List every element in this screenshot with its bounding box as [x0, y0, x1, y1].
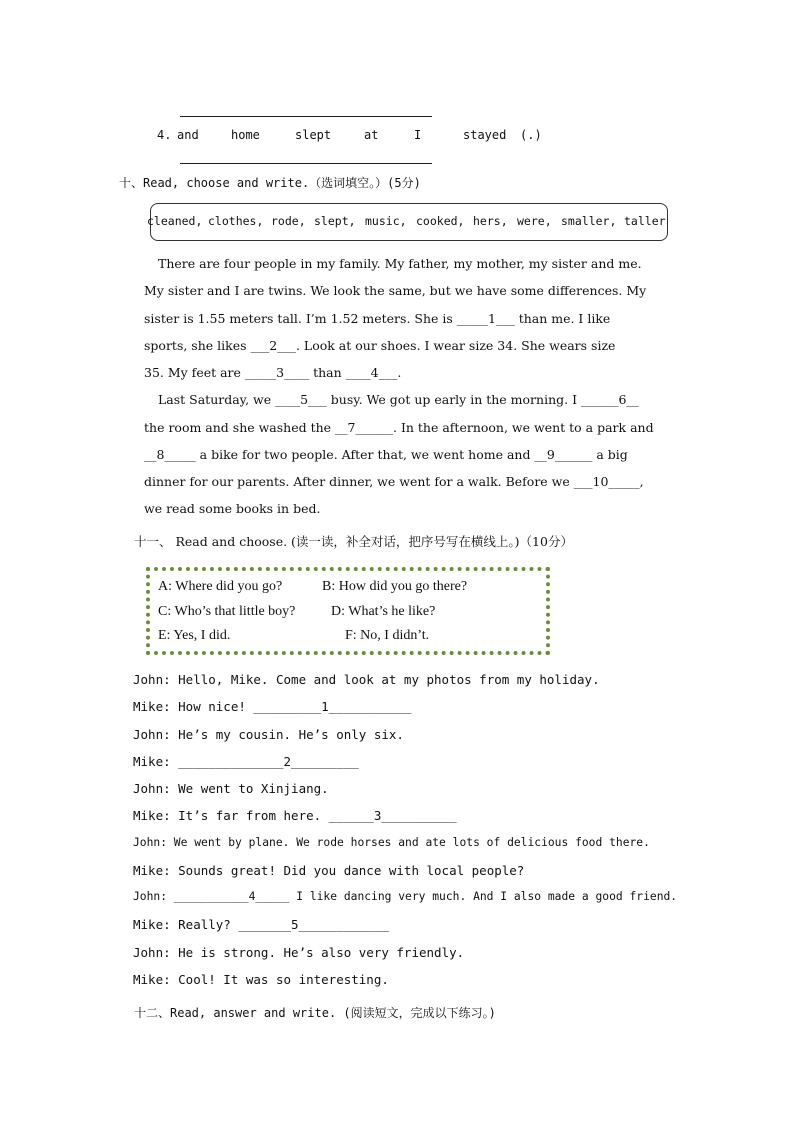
word-bank-item: slept, — [314, 214, 356, 228]
q4-word: (.) — [520, 128, 542, 142]
answer-line-top — [180, 116, 432, 117]
q4-word: slept — [295, 128, 332, 142]
dialogue-line: John: Hello, Mike. Come and look at my photos from my holiday. — [133, 672, 600, 687]
option-e: E: Yes, I did. — [158, 628, 231, 643]
word-bank-item: clothes, — [208, 214, 264, 228]
word-bank-item: rode, — [271, 214, 306, 228]
passage-line: sports, she likes ___2___. Look at our shoes. I wear size 34. She wears size — [144, 338, 616, 353]
word-bank-item: were, — [517, 214, 552, 228]
answer-line-bottom — [180, 163, 432, 164]
option-a: A: Where did you go? — [158, 579, 283, 594]
dialogue-line: Mike: ______________2_________ — [133, 754, 359, 769]
dialogue-line: John: He’s my cousin. He’s only six. — [133, 727, 404, 742]
q4-word: home — [231, 128, 260, 142]
passage-line: sister is 1.55 meters tall. I’m 1.52 meters. She is _____1___ than me. I like — [144, 311, 611, 326]
passage-line: My sister and I are twins. We look the same, but we have some differences. My — [144, 283, 647, 298]
q4-number: 4. — [157, 128, 172, 142]
word-bank-item: cooked, — [416, 214, 465, 228]
dialogue-line: Mike: Really? _______5____________ — [133, 917, 389, 932]
dialogue-line: Mike: Sounds great! Did you dance with local people? — [133, 863, 525, 878]
word-bank-item: smaller, — [561, 214, 617, 228]
options-box — [146, 567, 550, 655]
option-f: F: No, I didn’t. — [345, 628, 430, 643]
word-bank-item: taller — [624, 214, 666, 228]
option-d: D: What’s he like? — [331, 604, 436, 619]
passage-line: __8_____ a bike for two people. After that, we went home and __9______ a big — [144, 447, 628, 462]
passage-line: dinner for our parents. After dinner, we went for a walk. Before we ___10_____, — [144, 474, 644, 489]
dialogue-line: Mike: Cool! It was so interesting. — [133, 972, 389, 987]
word-bank-item: cleaned, — [147, 214, 203, 228]
section-12-heading: 十二、Read, answer and write. (阅读短文，完成以下练习。) — [134, 1006, 496, 1020]
passage-line: we read some books in bed. — [144, 501, 321, 516]
passage-line: There are four people in my family. My father, my mother, my sister and me. — [158, 256, 642, 271]
option-b: B: How did you go there? — [322, 579, 468, 594]
dialogue-line: John: We went to Xinjiang. — [133, 781, 329, 796]
dialogue-line: Mike: How nice! _________1___________ — [133, 699, 412, 714]
option-c: C: Who’s that little boy? — [158, 604, 296, 619]
dialogue-line: John: ___________4_____ I like dancing very much. And I also made a good friend. — [133, 890, 678, 903]
section-11-heading: 十一、 Read and choose. (读一读，补全对话，把序号写在横线上。)（10分） — [134, 534, 573, 549]
dialogue-line: John: We went by plane. We rode horses and ate lots of delicious food there. — [133, 836, 650, 849]
word-bank-item: music, — [365, 214, 407, 228]
section-10-heading: 十、Read, choose and write.（选词填空。）(5分) — [119, 176, 421, 190]
q4-word: stayed — [463, 128, 507, 142]
word-bank-item: hers, — [473, 214, 508, 228]
passage-line: 35. My feet are _____3____ than ____4___. — [144, 365, 402, 380]
q4-word-row — [157, 128, 557, 144]
q4-word: at — [364, 128, 379, 142]
passage-line: Last Saturday, we ____5___ busy. We got up early in the morning. I ______6__ — [158, 392, 639, 407]
dialogue-line: Mike: It’s far from here. ______3__________ — [133, 808, 457, 823]
word-bank-box — [147, 203, 668, 241]
passage-line: the room and she washed the __7______. In the afternoon, we went to a park and — [144, 420, 654, 435]
dialogue-line: John: He is strong. He’s also very friendly. — [133, 945, 465, 960]
q4-word: I — [414, 128, 422, 142]
q4-word: and — [177, 128, 199, 142]
